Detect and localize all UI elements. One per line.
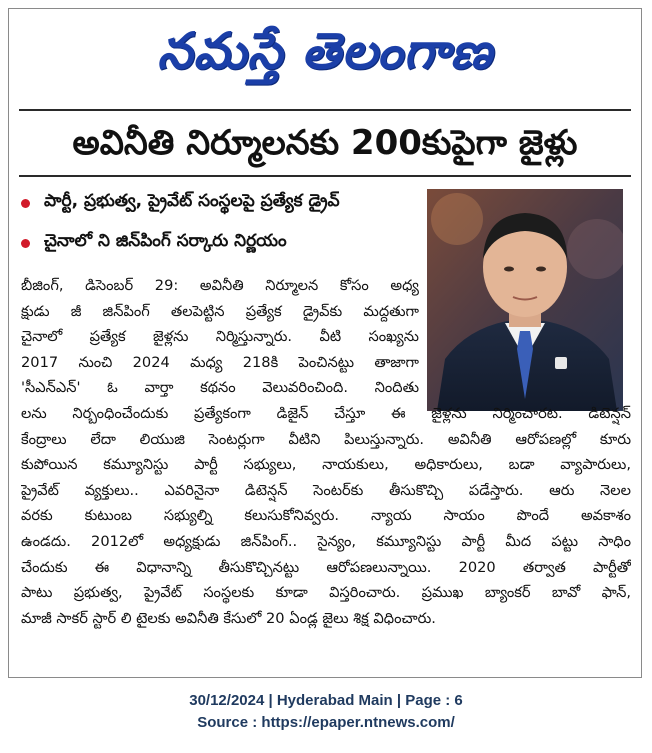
bullet-list — [21, 185, 421, 265]
body-line: బీజింగ్, డిసెంబర్ 29: అవినీతి నిర్మూలన కోసం అధ్య — [21, 277, 419, 294]
bullet-item — [21, 225, 421, 261]
body-line: మాజీ సాకర్ స్టార్ లి టైలకు అవినీతి కేసులో 20 ఏండ్ల జైలు శిక్ష విధించారు. — [21, 609, 436, 627]
body-line: కేంద్రాలు లేదా లియుజి సెంటర్లుగా వీటిని పిలుస్తున్నారు. అవినీతి ఆరోపణల్లో కూరు — [21, 430, 631, 448]
body-line: ఉండదు. 2012లో అధ్యక్షుడు జిన్‌పింగ్.. సైన్యం, కమ్యూనిస్టు పార్టీ మీద పట్టు సాధిం — [21, 532, 631, 550]
newspaper-clipping — [8, 8, 642, 678]
bullet-item — [21, 185, 421, 221]
body-line: 2017 నుంచి 2024 మధ్య 218కి పెంచినట్టు తాజాగా — [21, 353, 419, 371]
bullet-dot-icon — [21, 239, 30, 248]
headline-top-rule — [19, 109, 631, 111]
body-line: చైనాలో ప్రత్యేక జైళ్లను నిర్మిస్తున్నారు. వీటి సంఖ్యను — [21, 328, 419, 346]
headline-bottom-rule — [19, 175, 631, 177]
bullet-text: చైనాలో ని జిన్‌పింగ్ సర్కారు నిర్ణయం — [44, 231, 287, 251]
bullet-text: పార్టీ, ప్రభుత్వ, ప్రైవేట్ సంస్థలపై ప్రత్యేక డ్రైవ్ — [44, 191, 340, 211]
body-line: చేందుకు ఈ విధానాన్ని తీసుకొచ్చినట్టు ఆరోపణలున్నాయి. 2020 తర్వాత పార్టీతో — [21, 558, 631, 576]
body-line: లను నిర్బంధించేందుకు ప్రత్యేకంగా డిజైన్ చేస్తూ ఈ జైళ్లను నిర్మించారట. డిటెన్షన్ — [21, 404, 631, 422]
masthead-title: నమస్తే తెలంగాణ — [157, 22, 493, 80]
footer-source-link[interactable]: Source : https://epaper.ntnews.com/ — [197, 714, 455, 731]
body-line: క్షుడు జీ జిన్‌పింగ్ తలపెట్టిన ప్రత్యేక డ్రైవ్‌కు మద్దతుగా — [21, 302, 419, 320]
body-line: వరకు కుటుంబ సభ్యుల్ని కలుసుకోనివ్వరు. న్యాయ సాయం పొందే అవకాశం — [21, 507, 631, 525]
body-line: పాటు ప్రభుత్వ, ప్రైవేట్ సంస్థలకు కూడా విస్తరించారు. ప్రముఖ బ్యాంకర్ బావో ఫాన్, — [21, 584, 631, 602]
body-line: 'సీఎన్‌ఎన్' ఓ వార్తా కథనం వెలువరించింది. నిందితు — [21, 379, 419, 397]
bullet-dot-icon — [21, 199, 30, 208]
body-line: కుపోయిన కమ్యూనిస్టు పార్టీ సభ్యులు, నాయకులు, అధికారులు, బడా వ్యాపారులు, — [21, 456, 631, 474]
article-body — [21, 273, 633, 631]
article-headline: అవినీతి నిర్మూలనకు 200కుపైగా జైళ్లు — [72, 123, 578, 163]
body-line: ప్రైవేట్ వ్యక్తులు.. ఎవరినైనా డిటెన్షన్ సెంటర్‌కు తీసుకొచ్చి పడేస్తారు. ఆరు నెలల — [21, 481, 631, 499]
footer-edition-info: 30/12/2024 | Hyderabad Main | Page : 6 — [189, 692, 463, 709]
